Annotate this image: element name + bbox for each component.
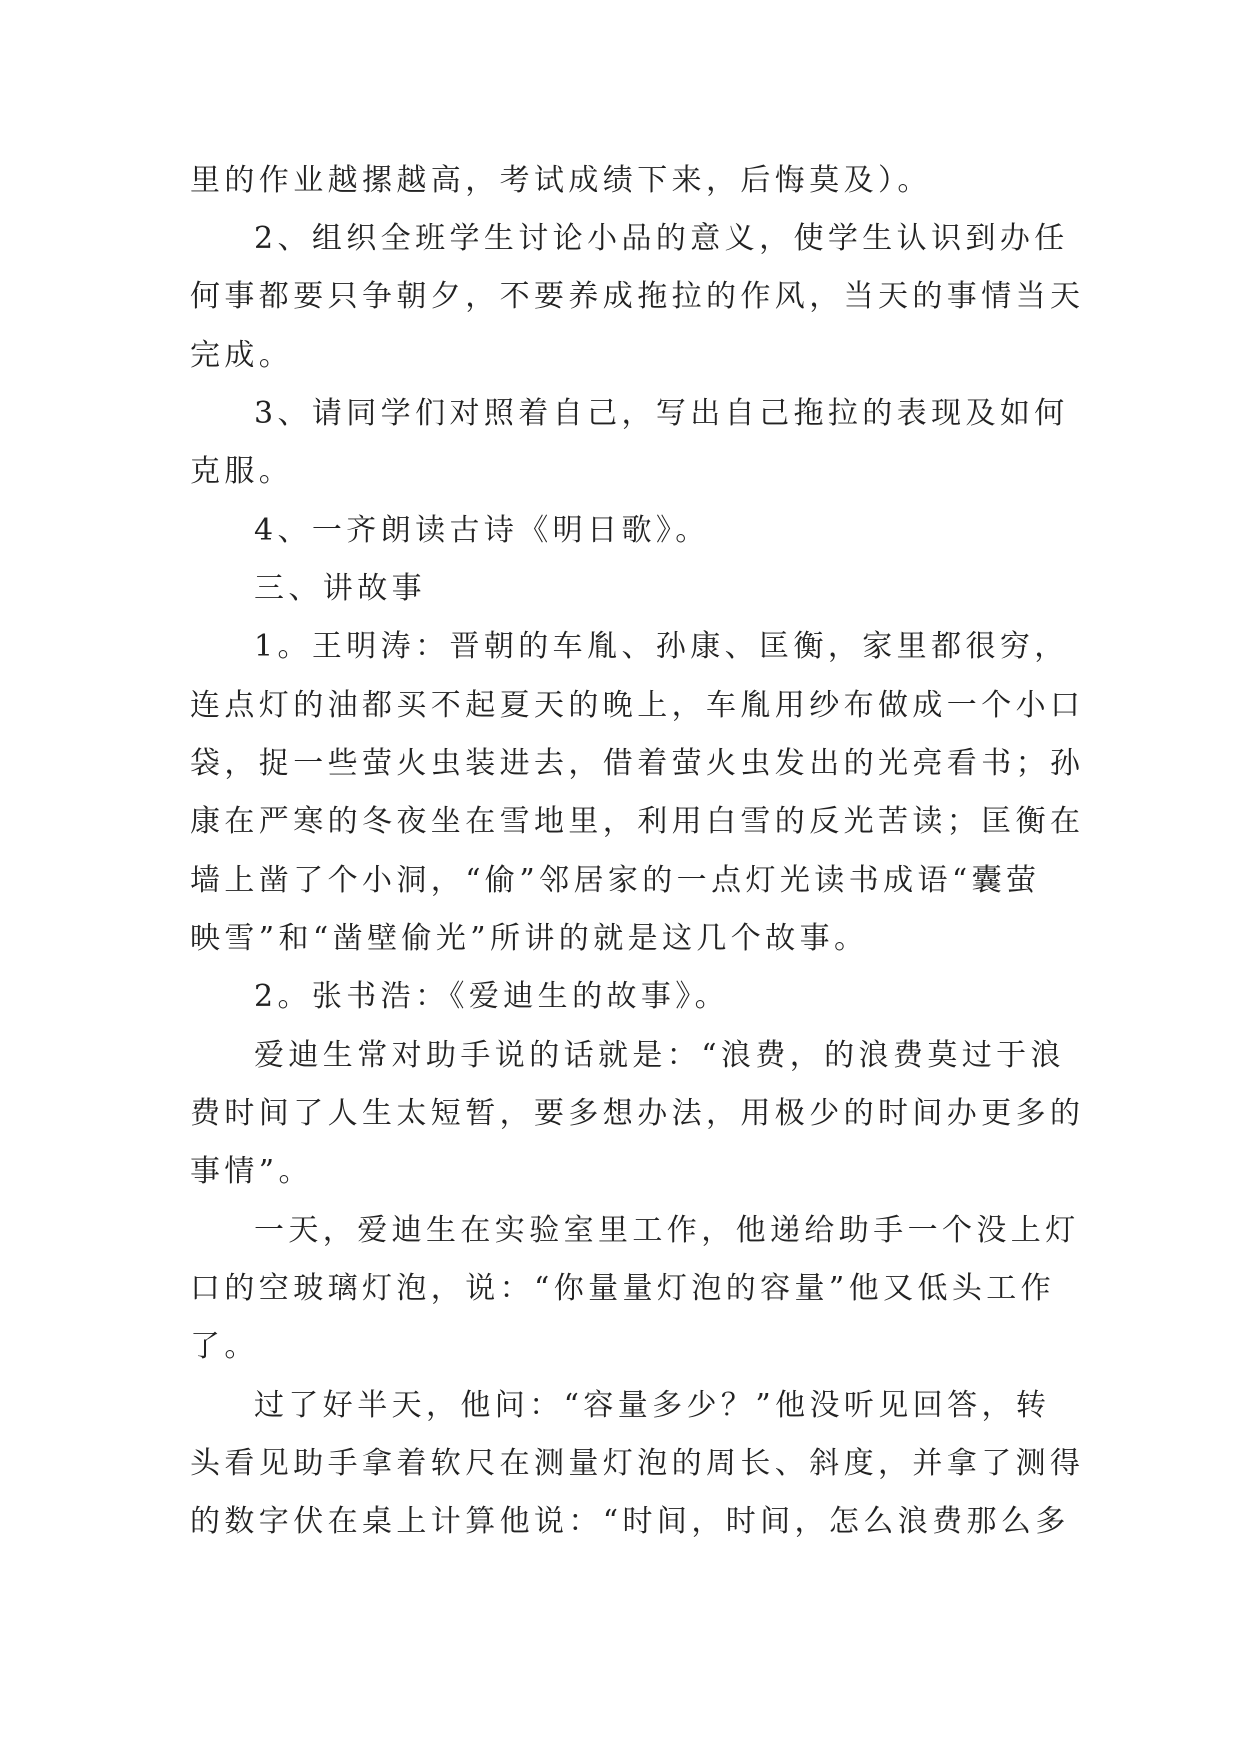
text-line: 克服。: [190, 454, 294, 489]
text-line: 一天，爱迪生在实验室里工作，他递给助手一个没上灯: [254, 1213, 1080, 1248]
text-line: 2。张书浩：《爱迪生的故事》。: [254, 979, 730, 1014]
text-line: 费时间了人生太短暂，要多想办法，用极少的时间办更多的: [190, 1096, 1085, 1131]
text-line: 映雪”和“凿壁偷光”所讲的就是这几个故事。: [190, 921, 869, 956]
text-line: 的数字伏在桌上计算他说：“时间，时间，怎么浪费那么多: [190, 1504, 1070, 1539]
text-line: 墙上凿了个小洞，“偷”邻居家的一点灯光读书成语“囊萤: [190, 863, 1041, 898]
text-line: 袋，捉一些萤火虫装进去，借着萤火虫发出的光亮看书；孙: [190, 746, 1085, 781]
text-line: 4、一齐朗读古诗《明日歌》。: [254, 513, 710, 548]
text-line: 头看见助手拿着软尺在测量灯泡的周长、斜度，并拿了测得: [190, 1446, 1085, 1481]
text-line: 1。王明涛：晋朝的车胤、孙康、匡衡，家里都很穷，: [254, 629, 1069, 664]
text-line: 了。: [190, 1329, 259, 1364]
section-heading: 三、讲故事: [254, 571, 426, 606]
text-line: 事情”。: [190, 1154, 313, 1189]
text-line: 2、组织全班学生讨论小品的意义，使学生认识到办任: [254, 221, 1069, 256]
text-line: 连点灯的油都买不起夏天的晚上，车胤用纱布做成一个小口: [190, 688, 1085, 723]
text-line: 里的作业越摞越高，考试成绩下来，后悔莫及）。: [190, 163, 932, 198]
text-line: 爱迪生常对助手说的话就是：“浪费，的浪费莫过于浪: [254, 1038, 1065, 1073]
text-line: 3、请同学们对照着自己，写出自己拖拉的表现及如何: [254, 396, 1069, 431]
text-line: 过了好半天，他问：“容量多少？”他没听见回答，转: [254, 1388, 1051, 1423]
text-line: 口的空玻璃灯泡，说：“你量量灯泡的容量”他又低头工作: [190, 1271, 1056, 1306]
text-line: 康在严寒的冬夜坐在雪地里，利用白雪的反光苦读；匡衡在: [190, 804, 1085, 839]
text-line: 何事都要只争朝夕，不要养成拖拉的作风，当天的事情当天: [190, 279, 1085, 314]
text-line: 完成。: [190, 338, 294, 373]
